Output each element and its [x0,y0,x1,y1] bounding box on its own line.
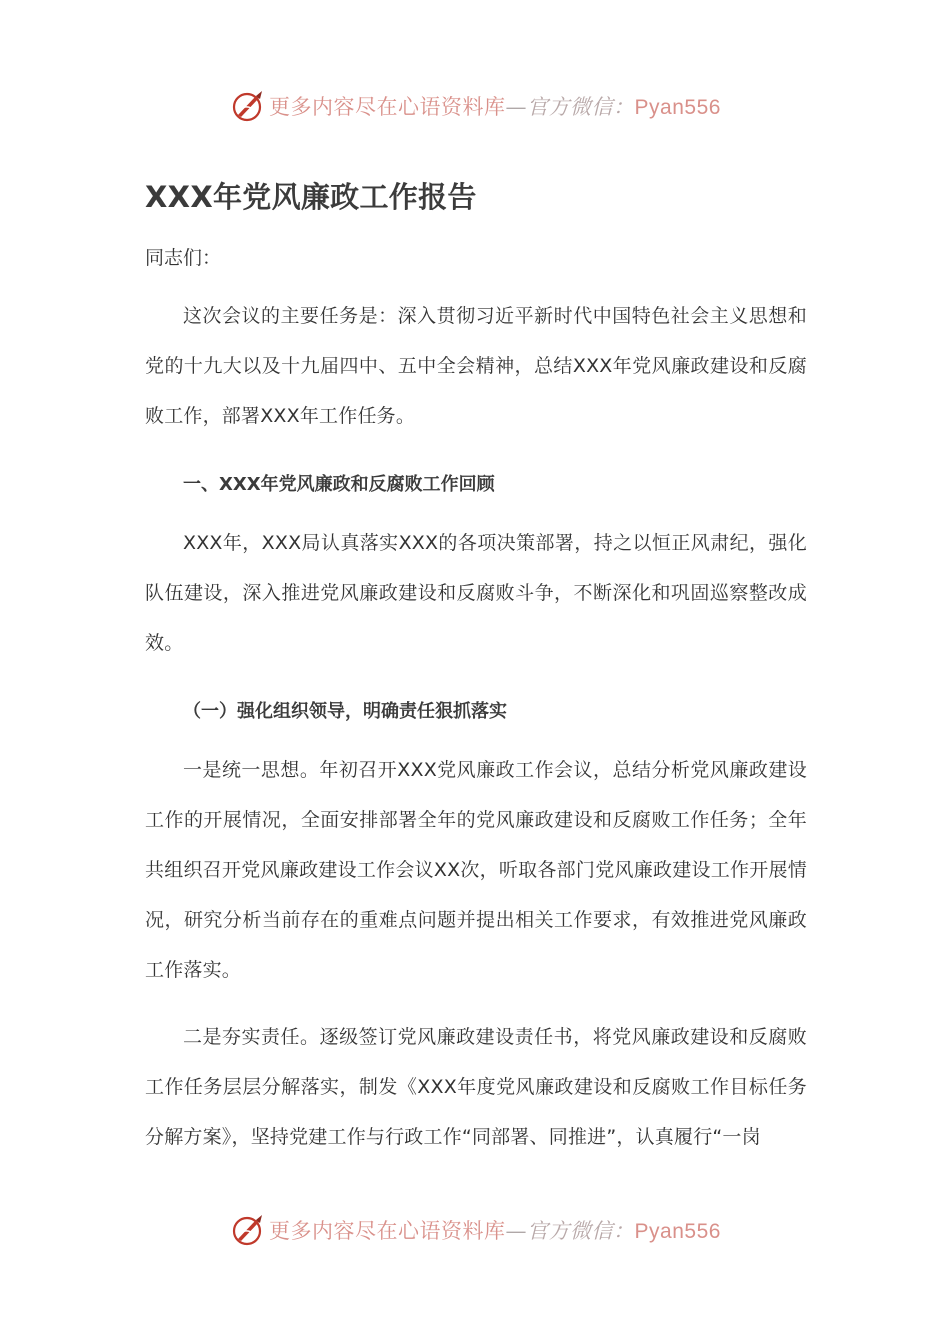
subsection-heading-leadership: （一）强化组织领导，明确责任狠抓落实 [183,701,507,722]
quill-logo-icon [229,88,265,124]
watermark-main: 更多内容尽在心语资料库 [269,95,506,119]
watermark-dash: — [505,95,528,119]
salutation: 同志们： [145,247,222,269]
paragraph-intro: 这次会议的主要任务是：深入贯彻习近平新时代中国特色社会主义思想和党的十九大以及十九届四中、五中全会精神，总结XXX年党风廉政建设和反腐败工作，部署XXX年工作任务。 [145,305,807,427]
watermark-wechat-id: Pyan556 [634,96,721,119]
watermark-wechat-label: 官方微信： [527,95,635,119]
section-heading-review: 一、XXX年党风廉政和反腐败工作回顾 [183,474,495,495]
watermark-header [0,84,950,128]
watermark-wechat-label: 官方微信： [527,1219,635,1243]
paragraph-responsibility: 二是夯实责任。逐级签订党风廉政建设责任书，将党风廉政建设和反腐败工作任务层层分解落实，制发《XXX年度党风廉政建设和反腐败工作目标任务分解方案》，坚持党建工作与行政工作“同部署、同推进”，认真履行“一岗 [145,1026,807,1148]
quill-logo-icon [229,1212,265,1248]
watermark-dash: — [505,1219,528,1243]
watermark-text [269,91,721,121]
watermark-text [269,1215,721,1245]
paragraph-review: XXX年，XXX局认真落实XXX的各项决策部署，持之以恒正风肃纪，强化队伍建设，深入推进党风廉政建设和反腐败斗争，不断深化和巩固巡察整改成效。 [145,532,807,654]
watermark-footer [0,1208,950,1252]
watermark-wechat-id: Pyan556 [634,1220,721,1243]
document-body [145,172,807,1162]
document-title: XXX年党风廉政工作报告 [145,180,477,214]
watermark-main: 更多内容尽在心语资料库 [269,1219,506,1243]
paragraph-unify-thought: 一是统一思想。年初召开XXX党风廉政工作会议，总结分析党风廉政建设工作的开展情况，全面安排部署全年的党风廉政建设和反腐败工作任务；全年共组织召开党风廉政建设工作会议XX次，听取各部门党风廉政建设工作开展情况，研究分析当前存在的重难点问题并提出相关工作要求，有效推进党风廉政工作落实。 [145,759,807,981]
